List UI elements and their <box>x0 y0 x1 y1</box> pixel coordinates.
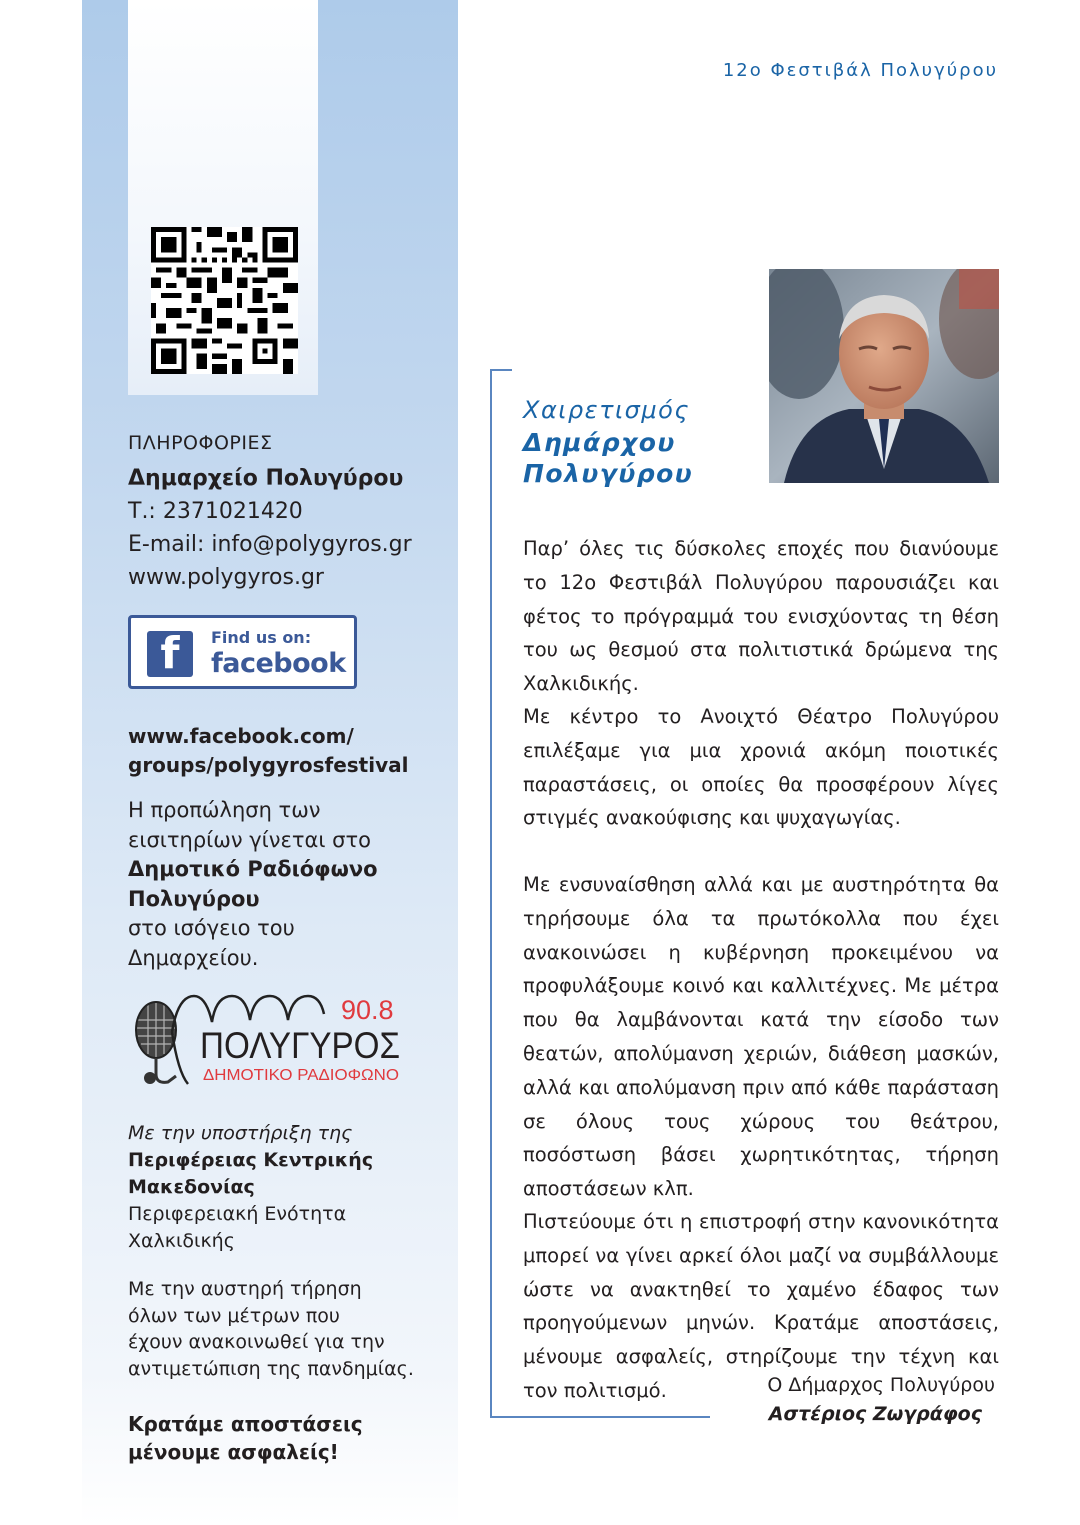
keep-safe-slogan <box>128 1410 363 1466</box>
measures-block <box>128 1276 414 1382</box>
radio-name: ΠΟΛΥΓΥΡΟΣ <box>200 1025 400 1066</box>
presale-line: Η προπώληση των <box>128 798 321 822</box>
page-header-title: 12ο Φεστιβάλ Πολυγύρου <box>722 60 998 81</box>
greeting-title: Πολυγύρου <box>523 459 694 488</box>
facebook-badge-brand: facebook <box>211 648 346 679</box>
mayor-portrait <box>769 269 999 483</box>
body-paragraph: Με κέντρο το Ανοιχτό Θέατρο Πολυγύρου επιλέξαμε για μια χρονιά ακόμη ποιοτικές παραστάσεις, οι οποίες θα προσφέρουν λίγες στιγμές ανακούφισης και ψυχαγωγίας. <box>523 705 999 830</box>
info-label: ΠΛΗΡΟΦΟΡΙΕΣ <box>128 432 273 454</box>
presale-line: στο ισόγειο του <box>128 916 295 940</box>
slogan-line: Κρατάμε αποστάσεις <box>128 1412 363 1436</box>
greeting-title: Δημάρχου <box>523 428 676 457</box>
radio-frequency: 90.8 <box>341 995 394 1025</box>
info-organization: Δημαρχείο Πολυγύρου <box>128 466 404 491</box>
slogan-line: μένουμε ασφαλείς! <box>128 1440 339 1464</box>
support-intro: Με την υποστήριξη της <box>128 1122 353 1144</box>
facebook-badge-small-text: Find us on: <box>211 628 312 647</box>
facebook-badge[interactable] <box>128 615 357 689</box>
support-region: Περιφέρειας Κεντρικής <box>128 1149 374 1171</box>
support-unit: Περιφερειακή Ενότητα <box>128 1203 347 1225</box>
measures-line: όλων των μέτρων που <box>128 1304 340 1327</box>
radio-logo <box>128 992 403 1092</box>
presale-info <box>128 796 378 973</box>
facebook-icon: f <box>147 631 193 677</box>
frame-line <box>490 369 512 371</box>
signature-name: Αστέριος Ζωγράφος <box>768 1403 982 1425</box>
body-paragraph: Παρ’ όλες τις δύσκολες εποχές που διανύουμε το 12ο Φεστιβάλ Πολυγύρου παρουσιάζει και φέτος το πρόγραμμά του ενισχύοντας τη θέση του ως θεσμού στα πολιτιστικά δρώμενα της Χαλκιδικής. <box>523 537 999 696</box>
microphone-icon <box>136 1002 176 1084</box>
greeting-title: Χαιρετισμός <box>523 396 690 424</box>
support-unit: Χαλκιδικής <box>128 1230 235 1252</box>
presale-line: εισιτηρίων γίνεται στο <box>128 827 371 852</box>
presale-venue: Πολυγύρου <box>128 886 260 911</box>
measures-line: έχουν ανακοινωθεί για την <box>128 1331 385 1353</box>
facebook-url-line-1: www.facebook.com/ <box>128 724 354 748</box>
body-paragraph: Πιστεύουμε ότι η επιστροφή στην κανονικότητα μπορεί να γίνει αρκεί όλοι μαζί να συμβάλλουμε ώστε να ανακτηθεί το χαμένο έδαφος των προηγούμενων μηνών. Κρατάμε αποστάσεις, μένουμε ασφαλείς, στηρίζουμε την τέχνη και τον πολιτισμό. <box>523 1210 999 1402</box>
frame-line <box>490 369 492 1418</box>
qr-code[interactable] <box>151 227 298 374</box>
measures-line: Με την αυστηρή τήρηση <box>128 1278 362 1300</box>
facebook-group-link[interactable] <box>128 722 408 780</box>
facebook-url-line-2: groups/polygyrosfestival <box>128 753 409 777</box>
measures-line: αντιμετώπιση της πανδημίας. <box>128 1357 414 1380</box>
frame-line <box>490 1416 710 1418</box>
info-website[interactable]: www.polygyros.gr <box>128 565 324 590</box>
info-email[interactable]: E-mail: info@polygyros.gr <box>128 532 412 557</box>
radio-subtitle: ΔΗΜΟΤΙΚΟ ΡΑΔΙΟΦΩΝΟ <box>203 1067 399 1084</box>
signature-role: Ο Δήμαρχος Πολυγύρου <box>767 1374 995 1396</box>
presale-venue: Δημοτικό Ραδιόφωνο <box>128 857 378 881</box>
support-region: Μακεδονίας <box>128 1176 255 1198</box>
info-phone: Τ.: 2371021420 <box>128 499 303 524</box>
body-paragraph: Με ενσυναίσθηση αλλά και με αυστηρότητα θα τηρήσουμε όλα τα πρωτόκολλα που έχει ανακοινώσει η κυβέρνηση προκειμένου να προφυλάξουμε κοινό και καλλιτέχνες. Με μέτρα που θα λαμβάνονται κατά την είσοδο των θεατών, απολύμανση χεριών, διάθεση μασκών, αλλά και απολύμανση πριν από κάθε παράσταση σε όλους τους χώρους του θεάτρου, ποσόστωση βάσει χωρητικότητας, τήρηση αποστάσεων κλπ. <box>523 873 999 1201</box>
support-block <box>128 1120 373 1255</box>
presale-line: Δημαρχείου. <box>128 945 259 970</box>
